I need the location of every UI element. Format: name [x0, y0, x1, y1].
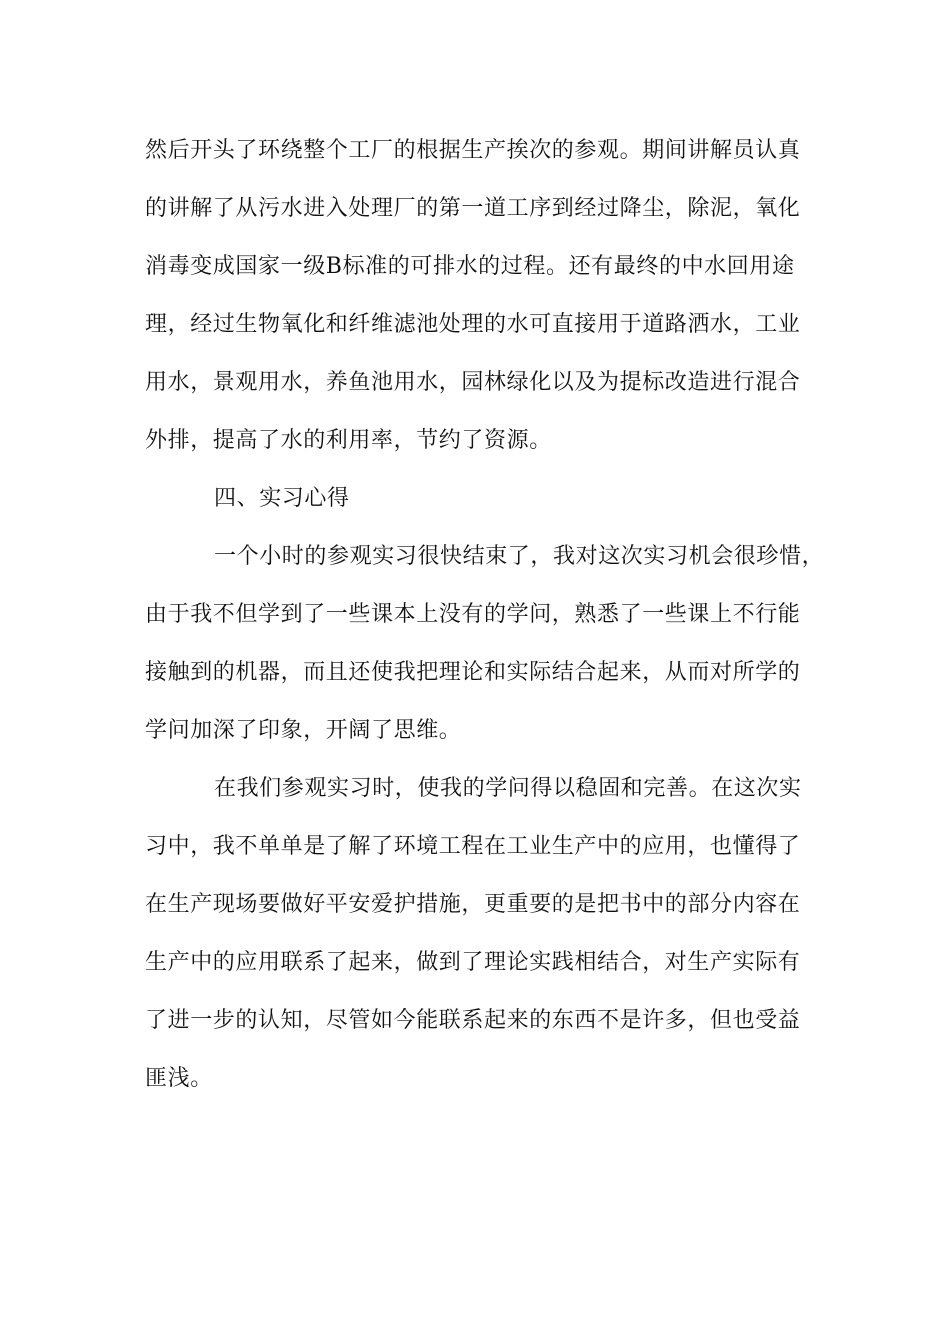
paragraph-line: 匪浅。: [145, 1066, 213, 1091]
paragraph-line: 习中，我不单单是了解了环境工程在工业生产中的应用，也懂得了: [145, 834, 801, 859]
paragraph-line: 接触到的机器，而且还使我把理论和实际结合起来，从而对所学的: [145, 660, 801, 685]
paragraph-line: 消毒变成国家一级B标准的可排水的过程。还有最终的中水回用途: [145, 254, 795, 279]
paragraph-line: 在生产现场要做好平安爱护措施，更重要的是把书中的部分内容在: [145, 892, 801, 917]
paragraph-line: 生产中的应用联系了起来，做到了理论实践相结合，对生产实际有: [145, 950, 801, 975]
paragraph-line: 一个小时的参观实习很快结束了，我对这次实习机会很珍惜，: [214, 544, 825, 569]
paragraph-line: 理，经过生物氧化和纤维滤池处理的水可直接用于道路洒水，工业: [145, 312, 801, 337]
paragraph-line: 在我们参观实习时，使我的学问得以稳固和完善。在这次实: [214, 776, 802, 801]
paragraph-line: 的讲解了从污水进入处理厂的第一道工序到经过降尘，除泥，氧化: [145, 196, 801, 221]
paragraph-line: 外排，提高了水的利用率，节约了资源。: [145, 428, 552, 453]
section-heading: 四、实习心得: [214, 486, 350, 511]
paragraph-line: 用水，景观用水，养鱼池用水，园林绿化以及为提标改造进行混合: [145, 370, 801, 395]
paragraph-line: 了进一步的认知，尽管如今能联系起来的东西不是许多，但也受益: [145, 1008, 801, 1033]
paragraph-line: 然后开头了环绕整个工厂的根据生产挨次的参观。期间讲解员认真: [145, 138, 801, 163]
paragraph-line: 学问加深了印象，开阔了思维。: [145, 718, 462, 743]
paragraph-line: 由于我不但学到了一些课本上没有的学问，熟悉了一些课上不行能: [145, 602, 801, 627]
